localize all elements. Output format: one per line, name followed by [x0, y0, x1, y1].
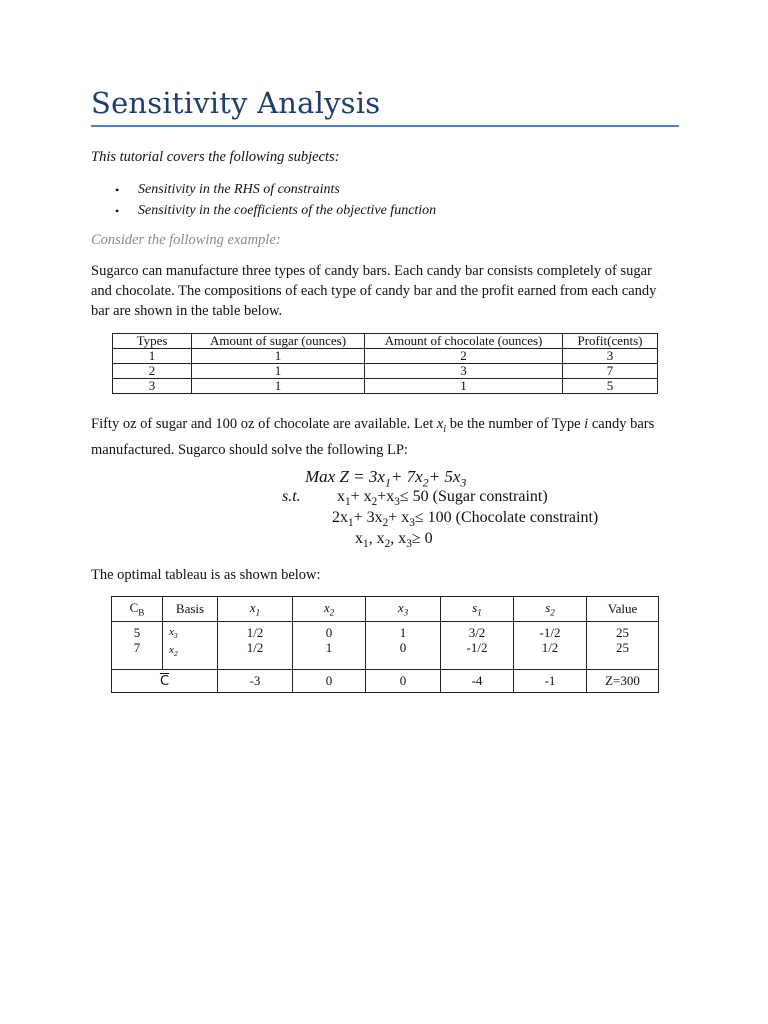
- reduced-cost-cell: 0: [293, 670, 366, 693]
- table-cell: 2: [113, 364, 192, 379]
- objective-value-cell: Z=300: [587, 670, 659, 693]
- tableau-intro: The optimal tableau is as shown below:: [91, 567, 321, 583]
- cell-value: 1/2: [246, 625, 264, 640]
- tableau-cell: [293, 622, 366, 670]
- example-heading: Consider the following example:: [91, 232, 281, 248]
- cell-value: 1: [399, 625, 407, 640]
- table-cell: 3: [113, 379, 192, 394]
- bullet-icon: •: [115, 183, 120, 197]
- cb-cell: [112, 622, 163, 670]
- reduced-cost-cell: -1: [514, 670, 587, 693]
- table-row: [113, 349, 658, 364]
- cell-value: -1/2: [539, 625, 561, 640]
- header-cell: Amount of chocolate (ounces): [365, 334, 563, 349]
- cb-subscript: B: [138, 607, 145, 618]
- lp-nonneg: $x_1$, $x_2$, $x_3\ge 0$: [355, 530, 433, 551]
- text-run: be the number of Type: [446, 416, 585, 432]
- cbar-label-cell: [112, 670, 218, 693]
- reduced-cost-cell: -3: [218, 670, 293, 693]
- tableau-cell: [218, 622, 293, 670]
- table-row: [113, 364, 658, 379]
- candy-composition-table: [112, 333, 658, 394]
- st-text: s.t.: [282, 488, 301, 505]
- intro-text: This tutorial covers the following subjects:: [91, 149, 340, 165]
- st-label: [282, 488, 301, 506]
- cell-value: 0: [325, 625, 333, 640]
- cb-value: 5: [133, 625, 141, 640]
- variable-i: i: [584, 416, 589, 432]
- column-header: $x_3$: [366, 597, 441, 622]
- table-cell: 7: [563, 364, 658, 379]
- reduced-cost-cell: 0: [366, 670, 441, 693]
- topic-list: [91, 180, 436, 221]
- cb-value: 7: [133, 640, 141, 655]
- table-cell: 1: [192, 364, 365, 379]
- text-run: candy bars manufactured. Sugarco should solve the following LP:: [91, 416, 655, 458]
- cell-value: 0: [399, 640, 407, 655]
- table-cell: 3: [365, 364, 563, 379]
- tableau-cell: [366, 622, 441, 670]
- topic-label: Sensitivity in the RHS of constraints: [138, 182, 340, 197]
- chocolate-constraint: [332, 509, 598, 529]
- table-cell: 3: [563, 349, 658, 364]
- cbar-label: $\overline{C}$: [159, 674, 170, 689]
- lp-objective: Max $Z = 3x_1+ 7x_2+ 5x_3$: [305, 467, 467, 490]
- cell-value: 25: [616, 625, 629, 640]
- basis-header: Basis: [163, 597, 218, 622]
- header-cell: Types: [113, 334, 192, 349]
- cell-value: 25: [616, 640, 629, 655]
- lp-constraint2: $2x_1+ 3x_2+ x_3\le 100$ (Chocolate constraint): [332, 509, 599, 530]
- column-header: $s_2$: [514, 597, 587, 622]
- var-subscript: i: [443, 423, 447, 435]
- cell-value: 1/2: [246, 640, 264, 655]
- table-cell: 1: [113, 349, 192, 364]
- header-cell: Amount of sugar (ounces): [192, 334, 365, 349]
- cb-header: [112, 597, 163, 622]
- column-header: $s_1$: [441, 597, 514, 622]
- column-header: $x_1$: [218, 597, 293, 622]
- reduced-cost-cell: -4: [441, 670, 514, 693]
- tableau-body: [112, 622, 659, 670]
- value-header: Value: [587, 597, 659, 622]
- value-cell: [587, 622, 659, 670]
- topic-label: Sensitivity in the coefficients of the objective function: [138, 202, 437, 218]
- bullet-icon: •: [115, 203, 120, 218]
- table-cell: 2: [365, 349, 563, 364]
- cell-value: -1/2: [466, 640, 488, 655]
- availability-paragraph: [91, 414, 669, 460]
- list-item: [91, 180, 436, 201]
- tableau-cell: [514, 622, 587, 670]
- optimal-tableau: [111, 596, 659, 693]
- table-cell: 5: [563, 379, 658, 394]
- var-letter: x: [436, 416, 444, 432]
- cell-value: 3/2: [468, 625, 486, 640]
- reduced-cost-row: [112, 670, 659, 693]
- table-cell: 1: [192, 349, 365, 364]
- header-cell: Profit(cents): [563, 334, 658, 349]
- text-run: Fifty oz of sugar and 100 oz of chocolate are available. Let: [91, 416, 437, 432]
- column-header: $x_2$: [293, 597, 366, 622]
- page-title: Sensitivity Analysis: [91, 86, 679, 127]
- basis-value: $x_3$: [169, 626, 178, 641]
- table-cell: 1: [192, 379, 365, 394]
- cb-letter: C: [129, 600, 139, 616]
- cell-value: 1: [325, 640, 333, 655]
- tableau-header-row: [112, 597, 659, 622]
- sugar-constraint: [337, 488, 548, 508]
- basis-value: $x_2$: [169, 644, 178, 659]
- objective-function: [305, 467, 466, 490]
- table-cell: 1: [365, 379, 563, 394]
- basis-cell: [163, 622, 218, 670]
- problem-description: Sugarco can manufacture three types of candy bars. Each candy bar consists completely of sugar and chocolate. The compositions of each type of candy bar and the profit earned from each candy bar are shown in the table below.: [91, 263, 657, 319]
- list-item: [91, 201, 436, 222]
- tableau-cell: [441, 622, 514, 670]
- variable-x: [436, 416, 447, 435]
- table-header-row: [113, 334, 658, 349]
- lp-constraint1: $x_1+ x_2+x_3\le 50$ (Sugar constraint): [337, 488, 548, 509]
- cell-value: 1/2: [541, 640, 559, 655]
- table-row: [113, 379, 658, 394]
- nonnegativity-constraint: [355, 530, 433, 550]
